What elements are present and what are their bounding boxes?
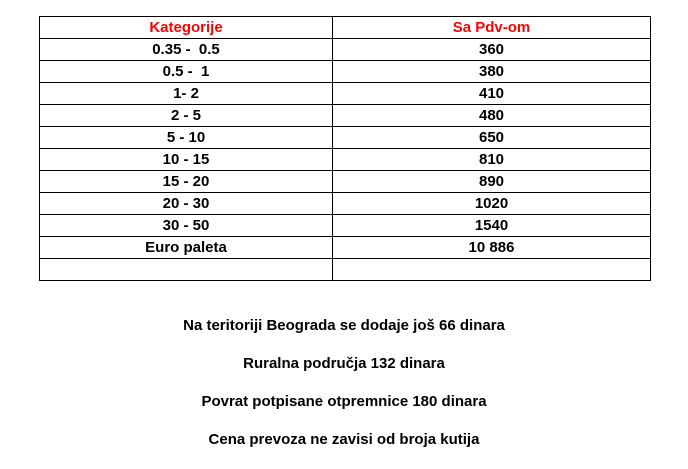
table-row	[40, 61, 651, 83]
note-rural-areas: Ruralna područja 132 dinara	[243, 355, 445, 372]
row-category: 1- 2	[40, 83, 333, 105]
table-row	[40, 83, 651, 105]
table-row	[40, 39, 651, 61]
table-row	[40, 171, 651, 193]
row-price: 360	[333, 39, 651, 61]
row-price: 10 886	[333, 237, 651, 259]
row-price: 480	[333, 105, 651, 127]
row-category: 30 - 50	[40, 215, 333, 237]
row-price: 810	[333, 149, 651, 171]
row-category: 10 - 15	[40, 149, 333, 171]
table-row-empty	[40, 259, 651, 281]
row-category: 15 - 20	[40, 171, 333, 193]
price-table	[39, 16, 651, 281]
note-price-independent: Cena prevoza ne zavisi od broja kutija	[208, 431, 480, 448]
row-price: 380	[333, 61, 651, 83]
table-row	[40, 237, 651, 259]
header-price: Sa Pdv-om	[333, 17, 651, 39]
table-row	[40, 149, 651, 171]
row-price: 890	[333, 171, 651, 193]
header-category: Kategorije	[40, 17, 333, 39]
row-price: 410	[333, 83, 651, 105]
row-price: 1540	[333, 215, 651, 237]
row-category: 5 - 10	[40, 127, 333, 149]
table-row	[40, 127, 651, 149]
row-category: 0.5 - 1	[40, 61, 333, 83]
table-row	[40, 193, 651, 215]
row-price	[333, 259, 651, 281]
row-category: 20 - 30	[40, 193, 333, 215]
notes-section	[0, 316, 688, 468]
row-price: 650	[333, 127, 651, 149]
note-belgrade-surcharge: Na teritoriji Beograda se dodaje još 66 dinara	[183, 317, 505, 334]
table-row	[40, 215, 651, 237]
table-header-row	[40, 17, 651, 39]
note-signed-delivery-return: Povrat potpisane otpremnice 180 dinara	[201, 393, 487, 410]
row-category: 0.35 - 0.5	[40, 39, 333, 61]
row-price: 1020	[333, 193, 651, 215]
row-category: Euro paleta	[40, 237, 333, 259]
table-row	[40, 105, 651, 127]
row-category	[40, 259, 333, 281]
row-category: 2 - 5	[40, 105, 333, 127]
